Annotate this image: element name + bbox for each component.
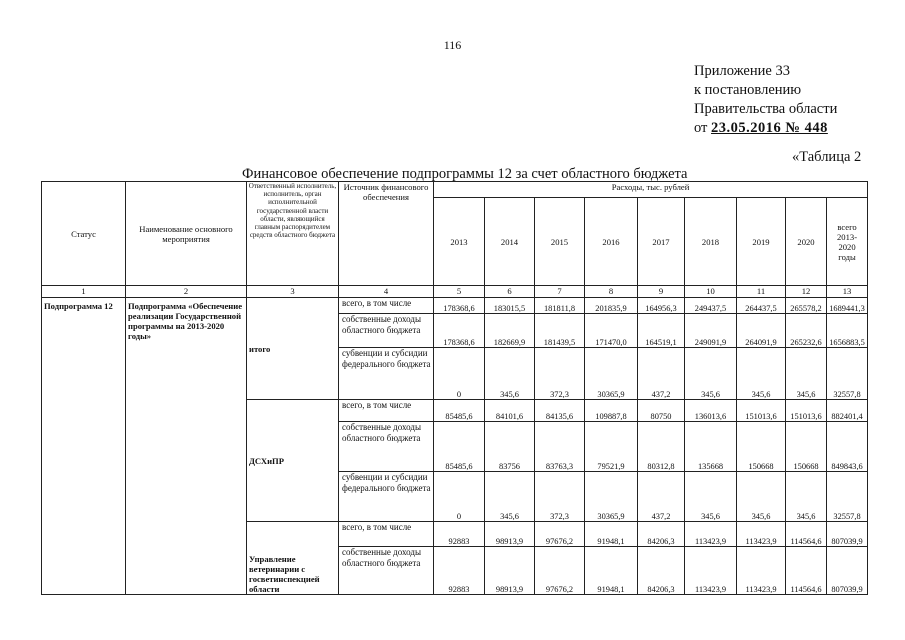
table-body xyxy=(42,298,868,595)
header-status: Статус xyxy=(42,182,126,286)
column-number: 3 xyxy=(247,286,339,298)
table-reference: «Таблица 2 xyxy=(792,149,862,165)
value-cell: 98913,9 xyxy=(485,522,535,547)
source-cell: субвенции и субсидии федерального бюджета xyxy=(339,348,434,400)
value-cell: 80312,8 xyxy=(638,422,685,472)
order-date: 23.05.2016 № 448 xyxy=(711,120,828,136)
header-year: 2019 xyxy=(737,198,786,286)
value-cell: 114564,6 xyxy=(786,547,827,595)
value-cell: 98913,9 xyxy=(485,547,535,595)
header-executor: Ответственный исполнитель, исполнитель, орган исполнительной государственной власти области, являющийся главным распорядителем средств областного бюджета xyxy=(247,182,339,286)
total-value-cell: 807039,9 xyxy=(827,522,868,547)
source-cell: собственные доходы областного бюджета xyxy=(339,422,434,472)
value-cell: 181811,8 xyxy=(535,298,585,314)
column-number: 12 xyxy=(786,286,827,298)
value-cell: 345,6 xyxy=(485,348,535,400)
value-cell: 345,6 xyxy=(737,472,786,522)
value-cell: 345,6 xyxy=(685,348,737,400)
value-cell: 437,2 xyxy=(638,348,685,400)
value-cell: 83763,3 xyxy=(535,422,585,472)
value-cell: 79521,9 xyxy=(585,422,638,472)
total-value-cell: 849843,6 xyxy=(827,422,868,472)
source-cell: всего, в том числе xyxy=(339,298,434,314)
executor-cell: итого xyxy=(247,298,339,400)
value-cell: 178368,6 xyxy=(434,314,485,348)
value-cell: 265232,6 xyxy=(786,314,827,348)
value-cell: 264437,5 xyxy=(737,298,786,314)
total-value-cell: 32557,8 xyxy=(827,348,868,400)
value-cell: 183015,5 xyxy=(485,298,535,314)
column-number-row xyxy=(42,286,868,298)
value-cell: 182669,9 xyxy=(485,314,535,348)
document-title: Финансовое обеспечение подпрограммы 12 за счет областного бюджета xyxy=(242,166,688,182)
column-number: 4 xyxy=(339,286,434,298)
date-prefix: от xyxy=(694,120,708,136)
value-cell: 113423,9 xyxy=(685,522,737,547)
value-cell: 97676,2 xyxy=(535,522,585,547)
status-cell: Подпрограмма 12 xyxy=(42,298,126,595)
header-year: 2016 xyxy=(585,198,638,286)
executor-cell: ДСХиПР xyxy=(247,400,339,522)
value-cell: 164956,3 xyxy=(638,298,685,314)
value-cell: 91948,1 xyxy=(585,547,638,595)
value-cell: 84101,6 xyxy=(485,400,535,422)
page-number: 116 xyxy=(443,38,462,52)
value-cell: 113423,9 xyxy=(685,547,737,595)
header-year: 2020 xyxy=(786,198,827,286)
total-value-cell: 882401,4 xyxy=(827,400,868,422)
table-row xyxy=(42,298,868,314)
value-cell: 92883 xyxy=(434,547,485,595)
value-cell: 178368,6 xyxy=(434,298,485,314)
value-cell: 151013,6 xyxy=(786,400,827,422)
value-cell: 30365,9 xyxy=(585,348,638,400)
header-year: 2013 xyxy=(434,198,485,286)
total-value-cell: 1689441,3 xyxy=(827,298,868,314)
value-cell: 109887,8 xyxy=(585,400,638,422)
value-cell: 437,2 xyxy=(638,472,685,522)
value-cell: 345,6 xyxy=(786,348,827,400)
value-cell: 85485,6 xyxy=(434,422,485,472)
value-cell: 91948,1 xyxy=(585,522,638,547)
value-cell: 83756 xyxy=(485,422,535,472)
value-cell: 30365,9 xyxy=(585,472,638,522)
value-cell: 372,3 xyxy=(535,348,585,400)
value-cell: 264091,9 xyxy=(737,314,786,348)
value-cell: 249091,9 xyxy=(685,314,737,348)
value-cell: 345,6 xyxy=(786,472,827,522)
column-number: 9 xyxy=(638,286,685,298)
financing-table xyxy=(41,181,868,595)
value-cell: 164519,1 xyxy=(638,314,685,348)
executor-cell: Управление ветеринарии с госветинспекцией области xyxy=(247,522,339,595)
value-cell: 97676,2 xyxy=(535,547,585,595)
value-cell: 0 xyxy=(434,348,485,400)
value-cell: 372,3 xyxy=(535,472,585,522)
value-cell: 92883 xyxy=(434,522,485,547)
appendix-line-4 xyxy=(694,119,837,138)
value-cell: 113423,9 xyxy=(737,522,786,547)
value-cell: 84135,6 xyxy=(535,400,585,422)
source-cell: собственные доходы областного бюджета xyxy=(339,314,434,348)
column-number: 5 xyxy=(434,286,485,298)
column-number: 11 xyxy=(737,286,786,298)
value-cell: 345,6 xyxy=(685,472,737,522)
total-value-cell: 807039,9 xyxy=(827,547,868,595)
column-number: 2 xyxy=(126,286,247,298)
column-number: 10 xyxy=(685,286,737,298)
header-year: 2014 xyxy=(485,198,535,286)
source-cell: всего, в том числе xyxy=(339,400,434,422)
value-cell: 345,6 xyxy=(737,348,786,400)
total-value-cell: 32557,8 xyxy=(827,472,868,522)
program-name-cell: Подпрограмма «Обеспечение реализации Государственной программы на 2013-2020 годы» xyxy=(126,298,247,595)
appendix-line-3: Правительства области xyxy=(694,101,838,117)
header-year: 2015 xyxy=(535,198,585,286)
appendix-line-2: к постановлению xyxy=(694,82,802,98)
value-cell: 85485,6 xyxy=(434,400,485,422)
value-cell: 84206,3 xyxy=(638,522,685,547)
column-number: 6 xyxy=(485,286,535,298)
column-number: 13 xyxy=(827,286,868,298)
header-row-1 xyxy=(42,182,868,198)
source-cell: субвенции и субсидии федерального бюджета xyxy=(339,472,434,522)
header-total: всего 2013-2020 годы xyxy=(827,198,868,286)
header-expenses: Расходы, тыс. рублей xyxy=(434,182,868,198)
header-source: Источник финансового обеспечения xyxy=(339,182,434,286)
value-cell: 150668 xyxy=(737,422,786,472)
value-cell: 151013,6 xyxy=(737,400,786,422)
value-cell: 201835,9 xyxy=(585,298,638,314)
value-cell: 114564,6 xyxy=(786,522,827,547)
value-cell: 136013,6 xyxy=(685,400,737,422)
value-cell: 84206,3 xyxy=(638,547,685,595)
appendix-line-1: Приложение 33 xyxy=(694,63,790,79)
value-cell: 135668 xyxy=(685,422,737,472)
value-cell: 171470,0 xyxy=(585,314,638,348)
header-name: Наименование основного мероприятия xyxy=(126,182,247,286)
total-value-cell: 1656883,5 xyxy=(827,314,868,348)
header-year: 2017 xyxy=(638,198,685,286)
header-year: 2018 xyxy=(685,198,737,286)
value-cell: 181439,5 xyxy=(535,314,585,348)
appendix-block xyxy=(694,62,837,138)
value-cell: 150668 xyxy=(786,422,827,472)
column-number: 8 xyxy=(585,286,638,298)
column-number: 1 xyxy=(42,286,126,298)
value-cell: 265578,2 xyxy=(786,298,827,314)
value-cell: 345,6 xyxy=(485,472,535,522)
value-cell: 0 xyxy=(434,472,485,522)
column-number: 7 xyxy=(535,286,585,298)
value-cell: 249437,5 xyxy=(685,298,737,314)
source-cell: собственные доходы областного бюджета xyxy=(339,547,434,595)
value-cell: 113423,9 xyxy=(737,547,786,595)
source-cell: всего, в том числе xyxy=(339,522,434,547)
value-cell: 80750 xyxy=(638,400,685,422)
